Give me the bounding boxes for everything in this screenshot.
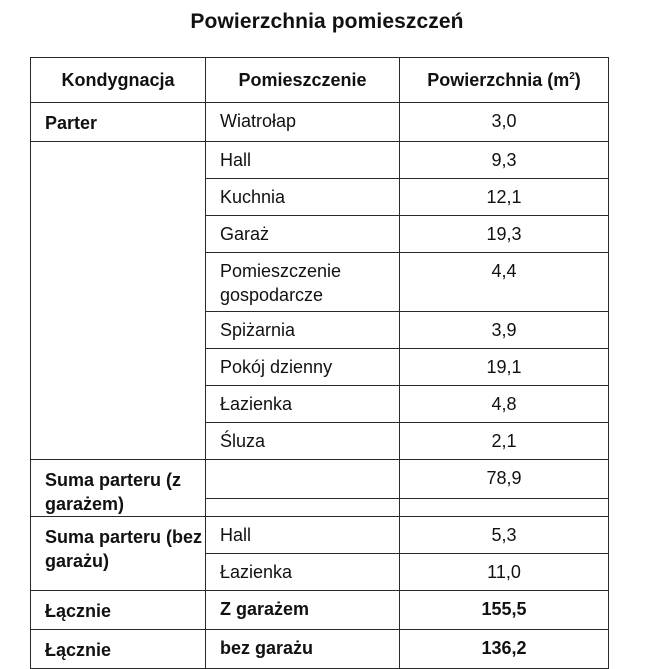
- room-area: 4,8: [400, 386, 609, 423]
- room-area-table: [30, 57, 609, 669]
- room-name: Hall: [206, 142, 400, 179]
- room-name: Wiatrołap: [206, 103, 400, 142]
- empty-cell: [400, 499, 609, 517]
- room-name: Śluza: [206, 423, 400, 460]
- room-name: Garaż: [206, 216, 400, 253]
- table-header-row: [31, 58, 609, 103]
- room-area: 9,3: [400, 142, 609, 179]
- sum-label: Suma parteru (z garażem): [31, 460, 206, 517]
- room-name: Kuchnia: [206, 179, 400, 216]
- room-name: Łazienka: [206, 554, 400, 591]
- table-row: [31, 142, 609, 179]
- total-area: 136,2: [400, 630, 609, 669]
- room-name: Pokój dzienny: [206, 349, 400, 386]
- floor-label: Parter: [31, 103, 206, 142]
- room-name: Pomieszczenie gospodarcze: [206, 253, 400, 312]
- header-pomieszczenie: Pomieszczenie: [206, 58, 400, 103]
- room-name: Hall: [206, 517, 400, 554]
- room-area: 11,0: [400, 554, 609, 591]
- room-area: 4,4: [400, 253, 609, 312]
- room-area: 12,1: [400, 179, 609, 216]
- total-label: Łącznie: [31, 591, 206, 630]
- room-area: 3,0: [400, 103, 609, 142]
- table-row-sum-without-garage: [31, 517, 609, 554]
- room-area: 19,3: [400, 216, 609, 253]
- page-title: Powierzchnia pomieszczeń: [190, 10, 464, 33]
- room-area: 2,1: [400, 423, 609, 460]
- sum-label: Suma parteru (bez garażu): [31, 517, 206, 591]
- header-kondygnacja: Kondygnacja: [31, 58, 206, 103]
- room-area: 5,3: [400, 517, 609, 554]
- table-row-total: [31, 630, 609, 669]
- total-variant: Z garażem: [206, 591, 400, 630]
- room-area: 19,1: [400, 349, 609, 386]
- table-row-sum-with-garage: [31, 460, 609, 499]
- header-powierzchnia: Powierzchnia $(m^2)$: [400, 58, 609, 103]
- room-area: 3,9: [400, 312, 609, 349]
- table-row-total: [31, 591, 609, 630]
- table-row: [31, 103, 609, 142]
- room-name: [206, 460, 400, 499]
- empty-cell: [206, 499, 400, 517]
- total-label: Łącznie: [31, 630, 206, 669]
- sum-area: 78,9: [400, 460, 609, 499]
- floor-empty-cell: [31, 142, 206, 460]
- room-name: Łazienka: [206, 386, 400, 423]
- room-name: Spiżarnia: [206, 312, 400, 349]
- total-variant: bez garażu: [206, 630, 400, 669]
- total-area: 155,5: [400, 591, 609, 630]
